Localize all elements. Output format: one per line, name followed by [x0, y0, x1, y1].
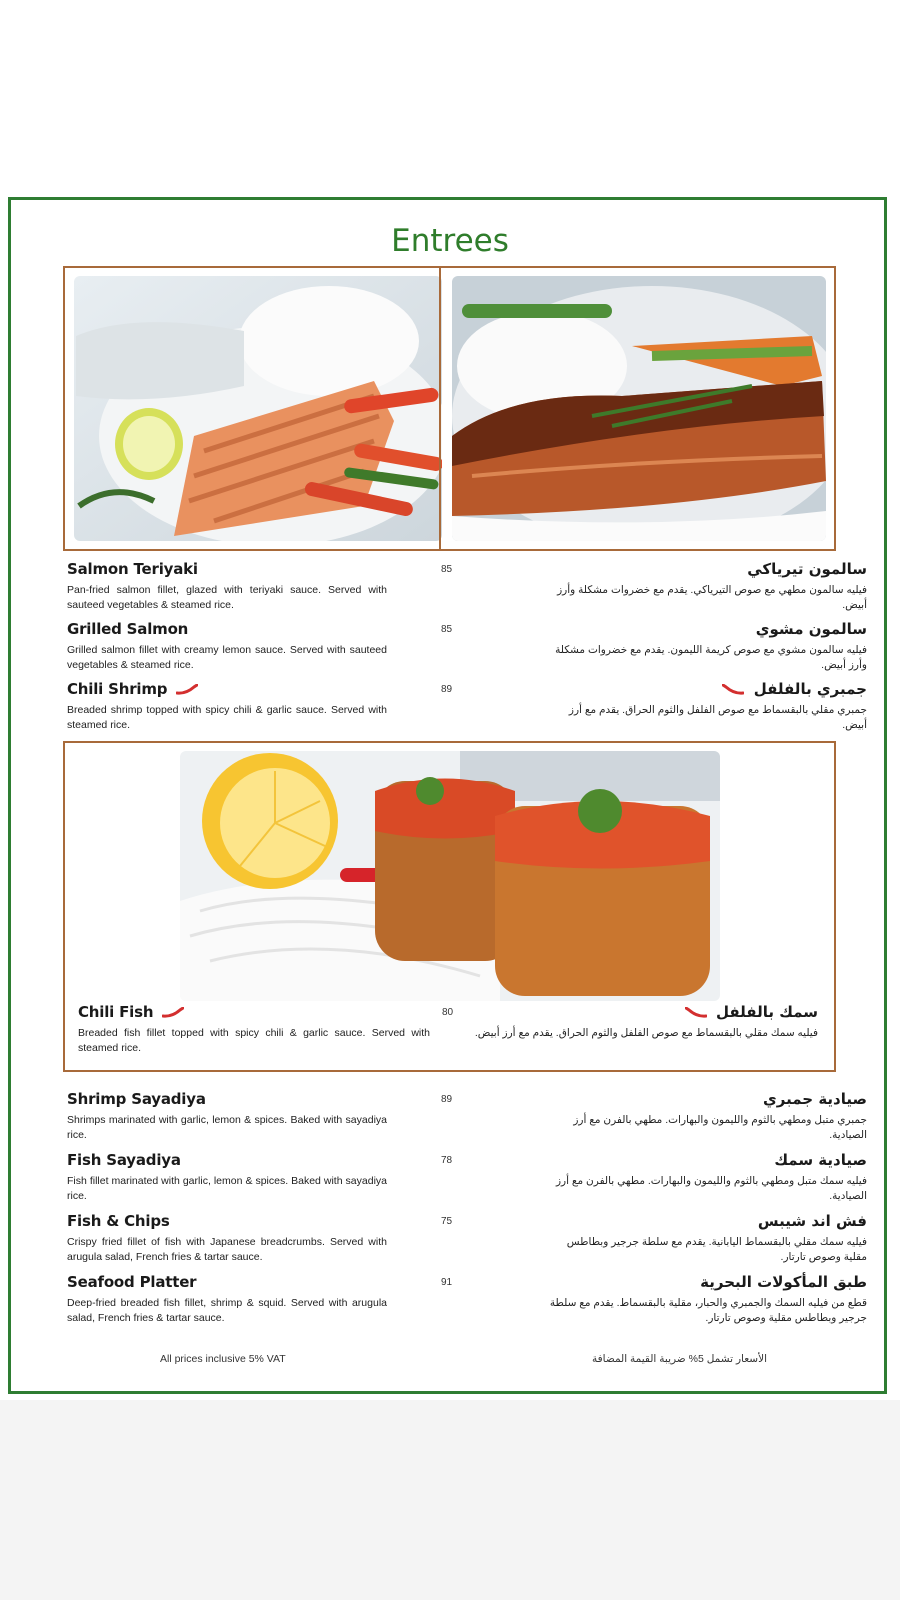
item-name-en-row — [67, 680, 202, 698]
item-name-en-row — [78, 1003, 188, 1021]
vat-note-ar: الأسعار تشمل 5% ضريبة القيمة المضافة — [592, 1353, 767, 1365]
item-description-en: Crispy fried fillet of fish with Japanese breadcrumbs. Served with arugula salad, French fries & tartar sauce. — [67, 1236, 387, 1263]
item-price: 75 — [441, 1216, 453, 1227]
item-price: 89 — [441, 1094, 453, 1105]
item-name-en: Shrimp Sayadiya — [67, 1090, 206, 1108]
item-description-ar: قطع من فيليه السمك والجمبري والحبار، مقلية بالبقسماط. يقدم مع سلطة جرجير وبطاطس مقلية وصوص تارتار. — [549, 1297, 867, 1324]
grilled-salmon-image — [74, 276, 442, 541]
item-description-en: Deep-fried breaded fish fillet, shrimp & squid. Served with arugula salad, French fries & tartar sauce. — [67, 1297, 387, 1324]
item-name-ar: صيادية جمبري — [763, 1090, 867, 1108]
teriyaki-salmon-image — [452, 276, 826, 541]
chili-fish-photo — [180, 751, 720, 1001]
item-description-en: Breaded fish fillet topped with spicy chili & garlic sauce. Served with steamed rice. — [78, 1027, 430, 1054]
item-price: 85 — [441, 624, 453, 635]
teriyaki-salmon-photo — [452, 276, 826, 541]
photo-box-top — [63, 266, 836, 551]
photo-box-feature — [63, 741, 836, 1072]
item-name-ar-row — [718, 680, 867, 698]
chili-pepper-icon — [722, 684, 744, 696]
salmon-teriyaki-photo-grilled — [74, 276, 442, 541]
photo-divider — [439, 268, 441, 549]
item-price: 89 — [441, 684, 453, 695]
item-description-en: Shrimps marinated with garlic, lemon & spices. Baked with sayadiya rice. — [67, 1114, 387, 1141]
item-name-en: Fish Sayadiya — [67, 1151, 181, 1169]
item-price: 78 — [441, 1155, 453, 1166]
bottom-margin — [0, 1400, 900, 1600]
vat-note-en: All prices inclusive 5% VAT — [160, 1353, 286, 1365]
item-description-en: Breaded shrimp topped with spicy chili & garlic sauce. Served with steamed rice. — [67, 704, 387, 731]
item-description-en: Fish fillet marinated with garlic, lemon & spices. Baked with sayadiya rice. — [67, 1175, 387, 1202]
item-description-ar: فيليه سالمون مطهي مع صوص التيرياكي. يقدم مع خضروات مشكلة وأرز أبيض. — [557, 584, 867, 611]
item-name-ar: فش اند شيبس — [757, 1212, 867, 1230]
item-description-ar: فيليه سمك مقلي بالبقسماط مع صوص الفلفل والثوم الحراق. يقدم مع أرز أبيض. — [474, 1027, 818, 1039]
item-description-ar: فيليه سالمون مشوي مع صوص كريمة الليمون. يقدم مع خضروات مشكلة وأرز أبيض. — [555, 644, 867, 671]
item-price: 91 — [441, 1277, 453, 1288]
chili-pepper-icon — [176, 684, 198, 696]
item-name-en: Chili Fish — [78, 1003, 154, 1021]
item-description-en: Grilled salmon fillet with creamy lemon sauce. Served with sauteed vegetables & steamed rice. — [67, 644, 387, 671]
item-name-en: Seafood Platter — [67, 1273, 197, 1291]
item-price: 85 — [441, 564, 453, 575]
item-name-ar: طبق المأكولات البحرية — [700, 1273, 867, 1291]
item-name-en: Fish & Chips — [67, 1212, 170, 1230]
item-name-ar: جمبري بالفلفل — [753, 680, 867, 698]
chili-pepper-icon — [162, 1007, 184, 1019]
item-name-ar: سالمون تيرياكي — [747, 560, 867, 578]
item-price: 80 — [442, 1007, 454, 1018]
item-name-ar: سمك بالفلفل — [716, 1003, 818, 1021]
item-description-ar: فيليه سمك مقلي بالبقسماط اليابانية. يقدم مع سلطة جرجير وبطاطس مقلية وصوص تارتار. — [566, 1236, 867, 1263]
item-description-ar: جمبري مقلي بالبقسماط مع صوص الفلفل والثوم الحراق. يقدم مع أرز أبيض. — [568, 704, 867, 731]
chili-fish-image — [180, 751, 720, 1001]
item-description-en: Pan-fried salmon fillet, glazed with teriyaki sauce. Served with sauteed vegetables & steamed rice. — [67, 584, 387, 611]
page-title: Entrees — [391, 223, 509, 259]
item-description-ar: جمبري متبل ومطهي بالثوم والليمون والبهارات. مطهي بالفرن مع أرز الصيادية. — [573, 1114, 867, 1141]
chili-pepper-icon — [685, 1007, 707, 1019]
item-name-ar-row — [681, 1003, 818, 1021]
item-description-ar: فيليه سمك متبل ومطهي بالثوم والليمون والبهارات. مطهي بالفرن مع أرز الصيادية. — [555, 1175, 867, 1202]
item-name-en: Chili Shrimp — [67, 680, 168, 698]
item-name-ar: سالمون مشوي — [755, 620, 867, 638]
item-name-en: Salmon Teriyaki — [67, 560, 198, 578]
item-name-ar: صيادية سمك — [774, 1151, 867, 1169]
item-name-en: Grilled Salmon — [67, 620, 189, 638]
